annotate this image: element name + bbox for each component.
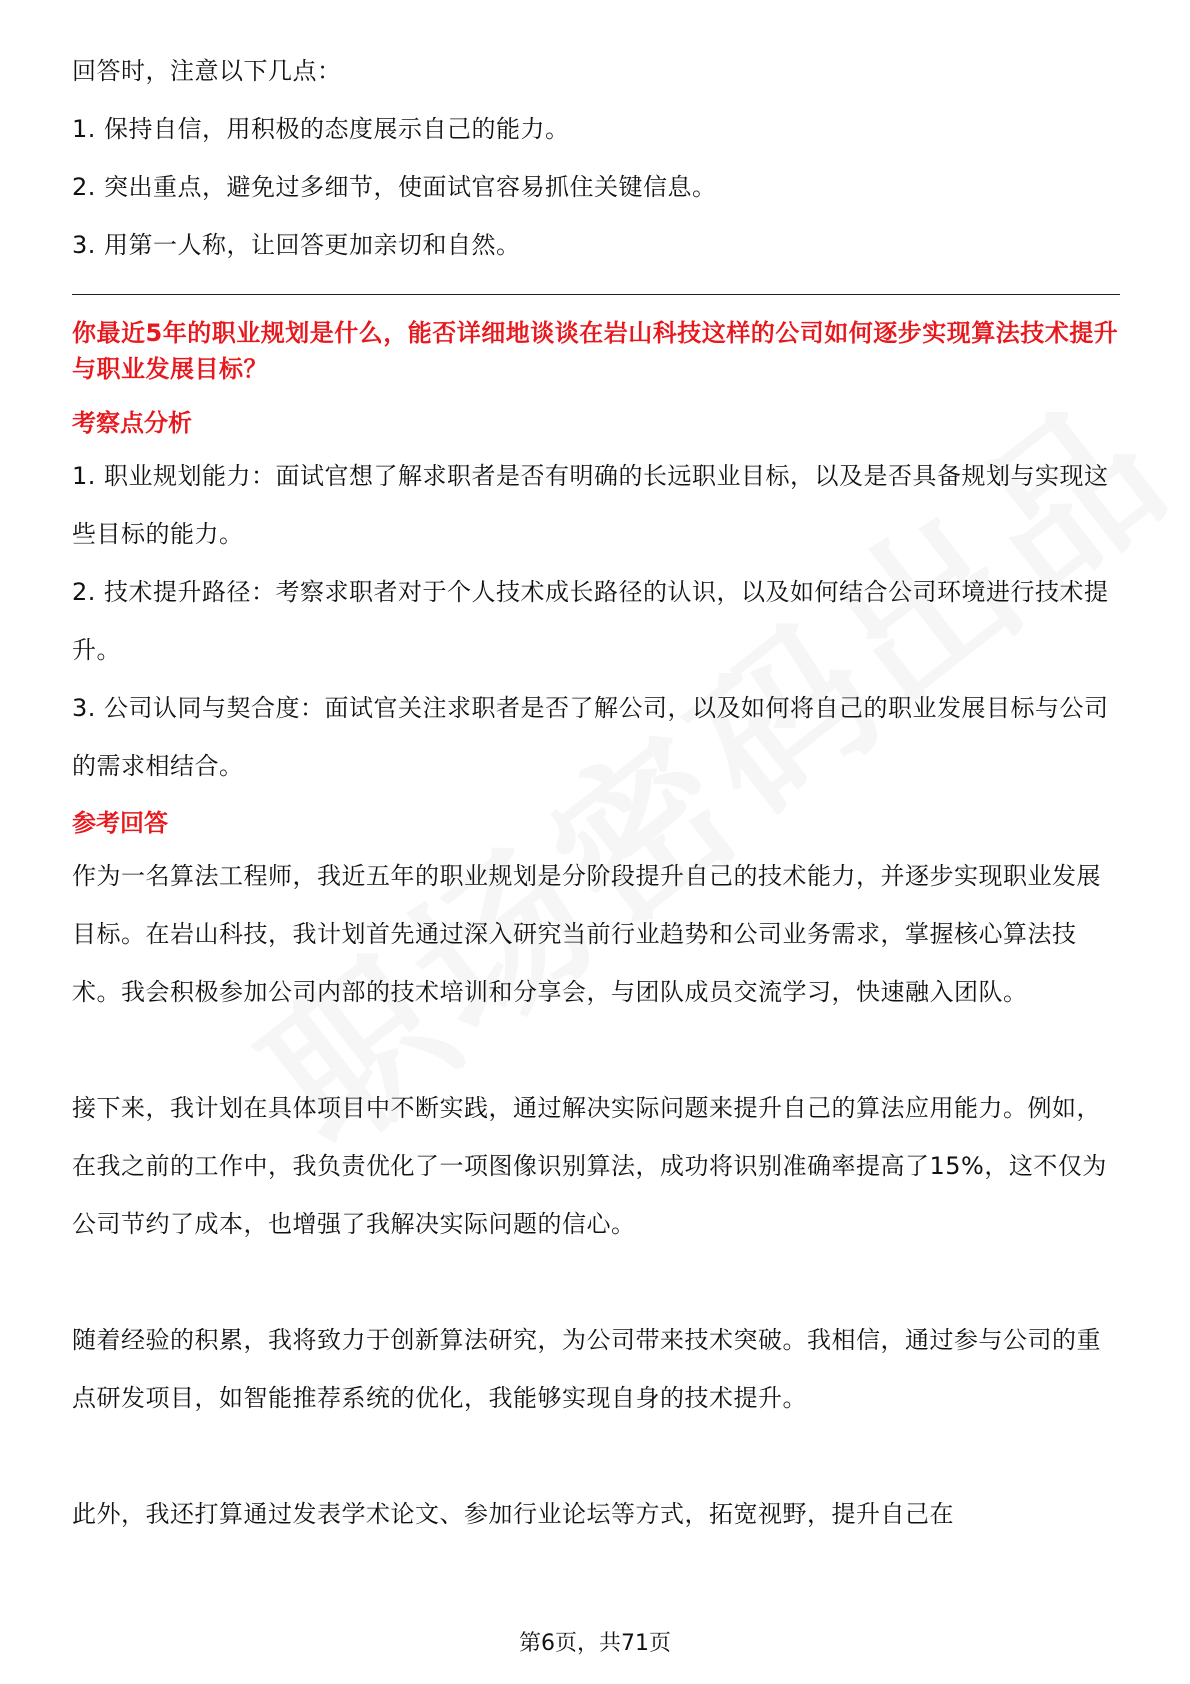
- intro-lead: 回答时，注意以下几点：: [72, 57, 342, 85]
- answer-title: 参考回答: [72, 809, 168, 837]
- paragraph-gap: [72, 1021, 1120, 1079]
- intro-tip-2: 2. 突出重点，避免过多细节，使面试官容易抓住关键信息。: [72, 173, 717, 201]
- page-content: [72, 42, 1120, 1543]
- answer-section: [72, 801, 1120, 1543]
- answer-paragraph-4: 此外，我还打算通过发表学术论文、参加行业论坛等方式，拓宽视野，提升自己在: [72, 1500, 954, 1528]
- paragraph-gap: [72, 1427, 1120, 1485]
- intro-tip-3: 3. 用第一人称，让回答更加亲切和自然。: [72, 231, 521, 259]
- analysis-point-3: 3. 公司认同与契合度：面试官关注求职者是否了解公司，以及如何将自己的职业发展目标与公司的需求相结合。: [72, 694, 1109, 780]
- answer-paragraph-1: 作为一名算法工程师，我近五年的职业规划是分阶段提升自己的技术能力，并逐步实现职业发展目标。在岩山科技，我计划首先通过深入研究当前行业趋势和公司业务需求，掌握核心算法技术。我会积极参加公司内部的技术培训和分享会，与团队成员交流学习，快速融入团队。: [72, 862, 1101, 1006]
- page-number: 第6页，共71页: [519, 1631, 671, 1656]
- section-divider: [72, 294, 1120, 295]
- analysis-title: 考察点分析: [72, 409, 192, 437]
- paragraph-gap: [72, 1253, 1120, 1311]
- analysis-point-1: 1. 职业规划能力：面试官想了解求职者是否有明确的长远职业目标，以及是否具备规划与实现这些目标的能力。: [72, 462, 1109, 548]
- answer-paragraph-3: 随着经验的积累，我将致力于创新算法研究，为公司带来技术突破。我相信，通过参与公司的重点研发项目，如智能推荐系统的优化，我能够实现自身的技术提升。: [72, 1326, 1101, 1412]
- intro-tip-1: 1. 保持自信，用积极的态度展示自己的能力。: [72, 115, 570, 143]
- answer-paragraph-2: 接下来，我计划在具体项目中不断实践，通过解决实际问题来提升自己的算法应用能力。例如，在我之前的工作中，我负责优化了一项图像识别算法，成功将识别准确率提高了15%，这不仅为公司节约了成本，也增强了我解决实际问题的信心。: [72, 1094, 1107, 1238]
- analysis-point-2: 2. 技术提升路径：考察求职者对于个人技术成长路径的认识，以及如何结合公司环境进行技术提升。: [72, 578, 1109, 664]
- question-heading: 你最近5年的职业规划是什么，能否详细地谈谈在岩山科技这样的公司如何逐步实现算法技术提升与职业发展目标？: [72, 319, 1119, 383]
- analysis-section: [72, 401, 1120, 795]
- intro-section: [72, 42, 1120, 274]
